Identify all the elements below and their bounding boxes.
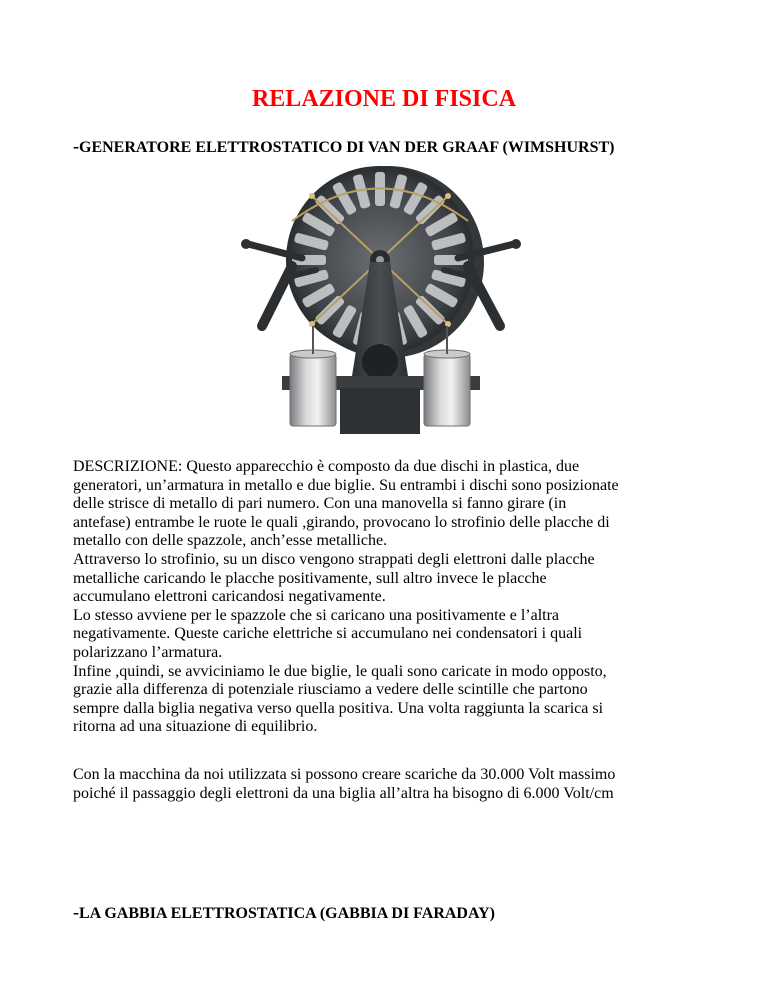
- text-line: generatori, un’armatura in metallo e due biglie. Su entrambi i dischi sono posizionate: [73, 476, 619, 494]
- text-line: poiché il passaggio degli elettroni da una biglia all’altra ha bisogno di 6.000 Volt/cm: [73, 784, 614, 802]
- text-line: delle strisce di metallo di pari numero. Con una manovella si fanno girare (in: [73, 495, 567, 513]
- text-line: negativamente. Queste cariche elettriche si accumulano nei condensatori i quali: [73, 625, 583, 643]
- text-line: Attraverso lo strofinio, su un disco vengono strappati degli elettroni dalle placche: [73, 550, 595, 568]
- text-line: ritorna ad una situazione di equilibrio.: [73, 718, 318, 736]
- text-line: accumulano elettroni caricandosi negativamente.: [73, 588, 386, 606]
- text-line: sempre dalla biglia negativa verso quella positiva. Una volta raggiunta la scarica si: [73, 699, 604, 717]
- section-heading-wimshurst: [73, 136, 615, 158]
- document-title: RELAZIONE DI FISICA: [251, 86, 517, 112]
- heading-dash: -: [73, 902, 79, 922]
- text-line: grazie alla differenza di potenziale riusciamo a vedere delle scintille che partono: [73, 681, 588, 699]
- text-line: Con la macchina da noi utilizzata si possono creare scariche da 30.000 Volt massimo: [73, 766, 616, 783]
- heading-text: LA GABBIA ELETTROSTATICA (GABBIA DI FARADAY): [79, 905, 495, 922]
- description-paragraph: [73, 458, 713, 737]
- text-line: Infine ,quindi, se avviciniamo le due biglie, le quali sono caricate in modo opposto,: [73, 662, 607, 680]
- text-line: DESCRIZIONE: Questo apparecchio è composto da due dischi in plastica, due: [73, 458, 580, 475]
- text-line: polarizzano l’armatura.: [73, 643, 223, 661]
- text-line: metalliche caricando le placche positivamente, sull altro invece le placche: [73, 569, 547, 587]
- text-line: metallo con delle spazzole, anch’esse metalliche.: [73, 532, 388, 550]
- heading-text: GENERATORE ELETTROSTATICO DI VAN DER GRAAF (WIMSHURST): [79, 139, 615, 156]
- text-line: Lo stesso avviene per le spazzole che si caricano una positivamente e l’altra: [73, 606, 560, 624]
- text-line: antefase) entrambe le ruote le quali ,girando, provocano lo strofinio delle placche di: [73, 513, 610, 531]
- heading-dash: -: [73, 136, 79, 156]
- wimshurst-machine-image: [232, 166, 530, 434]
- voltage-paragraph: [73, 766, 713, 803]
- section-heading-faraday: [73, 902, 495, 924]
